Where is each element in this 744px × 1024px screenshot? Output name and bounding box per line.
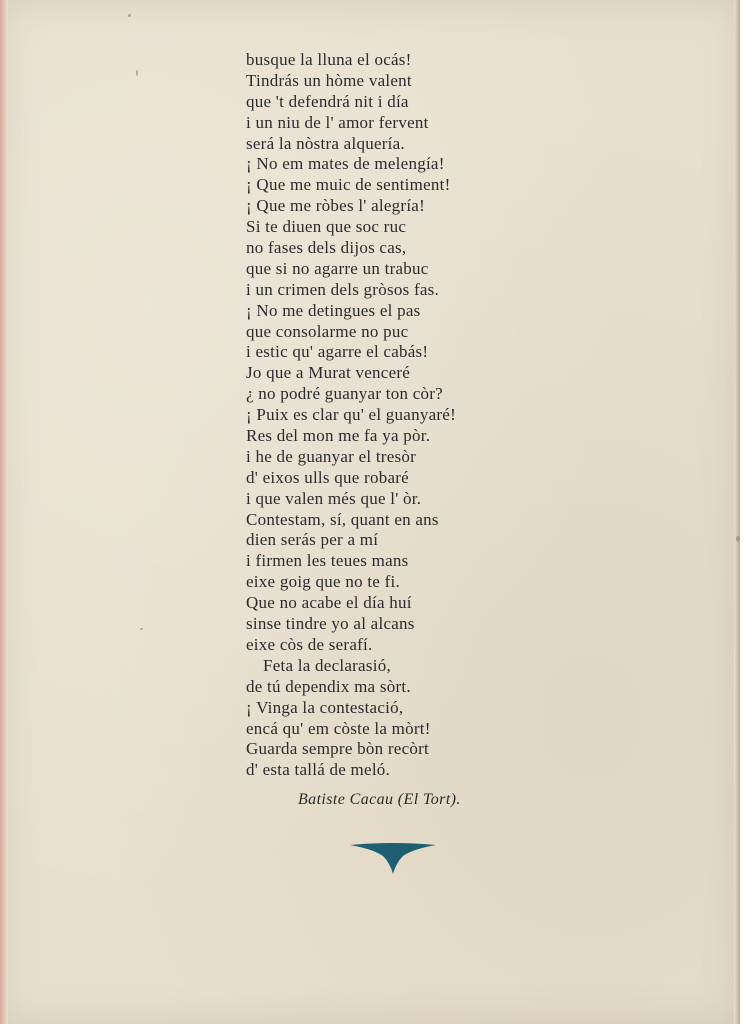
- poem-line: dien serás per a mí: [246, 530, 379, 550]
- poem-line: que 't defendrá nit i día: [246, 91, 409, 111]
- poem-signature: Batiste Cacau (El Tort).: [298, 791, 461, 808]
- poem-line: no fases dels dijos cas,: [246, 238, 407, 258]
- poem-line: Si te diuen que soc ruc: [246, 217, 407, 237]
- poem-line: sinse tindre yo al alcans: [246, 614, 415, 634]
- tailpiece-ornament-icon: [350, 842, 436, 876]
- poem-line: Feta la declarasió,: [263, 655, 391, 675]
- poem-line: será la nòstra alquería.: [246, 133, 405, 153]
- page-right-edge: [734, 0, 740, 1024]
- poem-line: que si no agarre un trabuc: [246, 258, 429, 278]
- poem-line: Que no acabe el día huí: [246, 593, 412, 613]
- poem-line: ¡ No em mates de melengía!: [246, 154, 445, 174]
- poem-line: i que valen més que l' òr.: [246, 488, 422, 508]
- poem-line: Guarda sempre bòn recòrt: [246, 739, 430, 759]
- poem-line: ¡ Que me ròbes l' alegría!: [246, 196, 426, 216]
- poem-line: Tindrás un hòme valent: [246, 70, 412, 90]
- poem-line: Res del mon me fa ya pòr.: [246, 426, 431, 446]
- poem-line: Contestam, sí, quant en ans: [246, 509, 439, 529]
- poem-line: de tú dependix ma sòrt.: [246, 676, 411, 696]
- poem-line: i firmen les teues mans: [246, 551, 409, 571]
- poem-line: ¡ Vinga la contestació,: [246, 697, 404, 717]
- poem-line: ¡ No me detingues el pas: [246, 300, 421, 320]
- poem-line: i estic qu' agarre el cabás!: [246, 342, 429, 362]
- poem-line: ¡ Que me muic de sentiment!: [246, 175, 451, 195]
- poem-line: Jo que a Murat venceré: [246, 363, 411, 383]
- poem-line: que consolarme no puc: [246, 321, 409, 341]
- poem-text: [246, 50, 506, 781]
- paper-speck: [136, 70, 138, 76]
- paper-speck: [736, 536, 740, 542]
- poem-line: ¿ no podré guanyar ton còr?: [246, 384, 443, 404]
- poem-line: d' eixos ulls que robaré: [246, 467, 409, 487]
- poem-line: i un crimen dels gròsos fas.: [246, 279, 440, 299]
- poem-line: busque la lluna el ocás!: [246, 50, 412, 69]
- paper-speck: [128, 14, 131, 17]
- poem-line: i un niu de l' amor fervent: [246, 112, 429, 132]
- paper-speck: [140, 628, 143, 630]
- poem-line: eixe goig que no te fi.: [246, 572, 400, 592]
- poem-line: ¡ Puix es clar qu' el guanyaré!: [246, 405, 457, 425]
- poem-line: d' esta tallá de meló.: [246, 760, 391, 780]
- poem-line: eixe còs de serafí.: [246, 634, 373, 654]
- poem-line: encá qu' em còste la mòrt!: [246, 718, 431, 738]
- page-left-edge: [0, 0, 8, 1024]
- poem-line: i he de guanyar el tresòr: [246, 446, 417, 466]
